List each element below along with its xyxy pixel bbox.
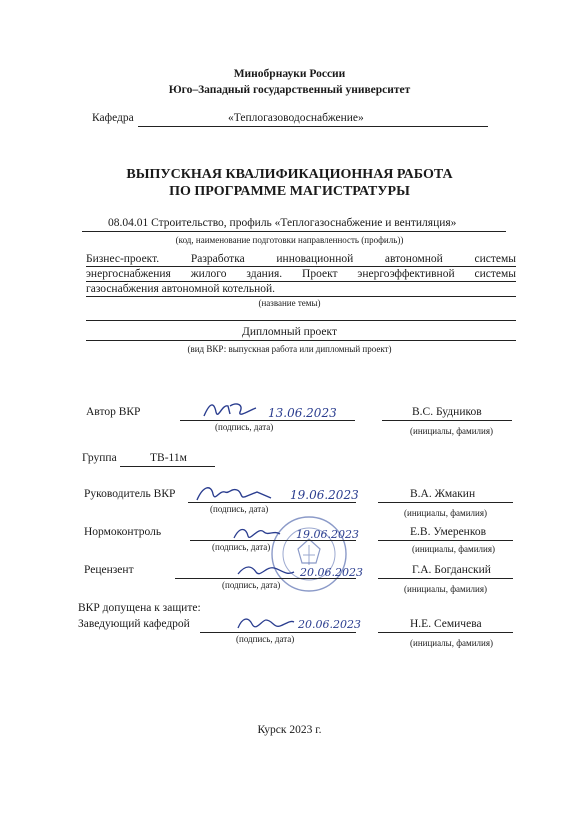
head-name-line — [378, 632, 513, 633]
group-label: Группа — [82, 452, 117, 464]
supervisor-name-line — [378, 502, 513, 503]
direction-value: 08.04.01 Строительство, профиль «Теплогазоснабжение и вентиляция» — [108, 217, 457, 229]
head-name: Н.Е. Семичева — [410, 618, 482, 630]
supervisor-sign-caption: (подпись, дата) — [210, 504, 269, 514]
group-underline — [120, 466, 215, 467]
city-year: Курск 2023 г. — [257, 724, 322, 736]
normcontrol-name-caption: (инициалы, фамилия) — [412, 544, 495, 554]
reviewer-name-caption: (инициалы, фамилия) — [404, 584, 487, 594]
supervisor-name-caption: (инициалы, фамилия) — [404, 508, 487, 518]
reviewer-date: 20.06.2023 — [300, 566, 363, 579]
author-name-caption: (инициалы, фамилия) — [410, 426, 493, 436]
topic-line-2: энергоснабжения жилого здания. Проект энергоэффективной системы — [86, 268, 516, 280]
topic-line-1: Бизнес-проект. Разработка инновационной автономной системы — [86, 253, 516, 265]
topic-line-3: газоснабжения автономной котельной. — [86, 282, 516, 297]
work-type-underline — [86, 340, 516, 341]
head-name-caption: (инициалы, фамилия) — [410, 638, 493, 648]
admission-line: ВКР допущена к защите: — [78, 602, 201, 614]
work-type-value: Дипломный проект — [242, 326, 337, 338]
group-value: ТВ-11м — [150, 452, 187, 464]
reviewer-name: Г.А. Богданский — [412, 564, 491, 576]
supervisor-label: Руководитель ВКР — [84, 488, 176, 500]
ministry-line: Минобрнауки России — [233, 68, 346, 80]
head-of-department-label: Заведующий кафедрой — [78, 618, 190, 630]
direction-underline — [82, 231, 506, 232]
normcontrol-name-line — [378, 540, 513, 541]
title-line-1: ВЫПУСКНАЯ КВАЛИФИКАЦИОННАЯ РАБОТА — [126, 167, 453, 182]
work-type-caption: (вид ВКР: выпускная работа или дипломный проект) — [187, 344, 392, 354]
head-date: 20.06.2023 — [298, 618, 361, 631]
department-value: «Теплогазоводоснабжение» — [228, 112, 364, 124]
normcontrol-date: 19.06.2023 — [296, 528, 359, 541]
normcontrol-name: Е.В. Умеренков — [410, 526, 487, 538]
normcontrol-label: Нормоконтроль — [84, 526, 162, 538]
department-label: Кафедра — [92, 112, 134, 124]
title-line-2: ПО ПРОГРАММЕ МАГИСТРАТУРЫ — [169, 184, 410, 199]
page-title — [0, 166, 579, 200]
reviewer-label: Рецензент — [84, 564, 134, 576]
author-name-line — [382, 420, 512, 421]
head-sign-caption: (подпись, дата) — [236, 634, 295, 644]
department-underline — [138, 126, 488, 127]
topic-blank-line-1 — [86, 320, 516, 321]
supervisor-date: 19.06.2023 — [290, 488, 359, 502]
direction-caption: (код, наименование подготовки направленность (профиль)) — [175, 235, 404, 245]
topic-caption: (название темы) — [258, 298, 321, 308]
author-label: Автор ВКР — [86, 406, 141, 418]
topic-block — [86, 252, 516, 297]
normcontrol-sign-caption: (подпись, дата) — [212, 542, 271, 552]
author-date: 13.06.2023 — [268, 406, 337, 420]
university-line: Юго–Западный государственный университет — [168, 84, 411, 96]
author-name: В.С. Будников — [412, 406, 482, 418]
reviewer-name-line — [378, 578, 513, 579]
reviewer-sign-caption: (подпись, дата) — [222, 580, 281, 590]
author-sign-caption: (подпись, дата) — [215, 422, 274, 432]
supervisor-name: В.А. Жмакин — [410, 488, 476, 500]
